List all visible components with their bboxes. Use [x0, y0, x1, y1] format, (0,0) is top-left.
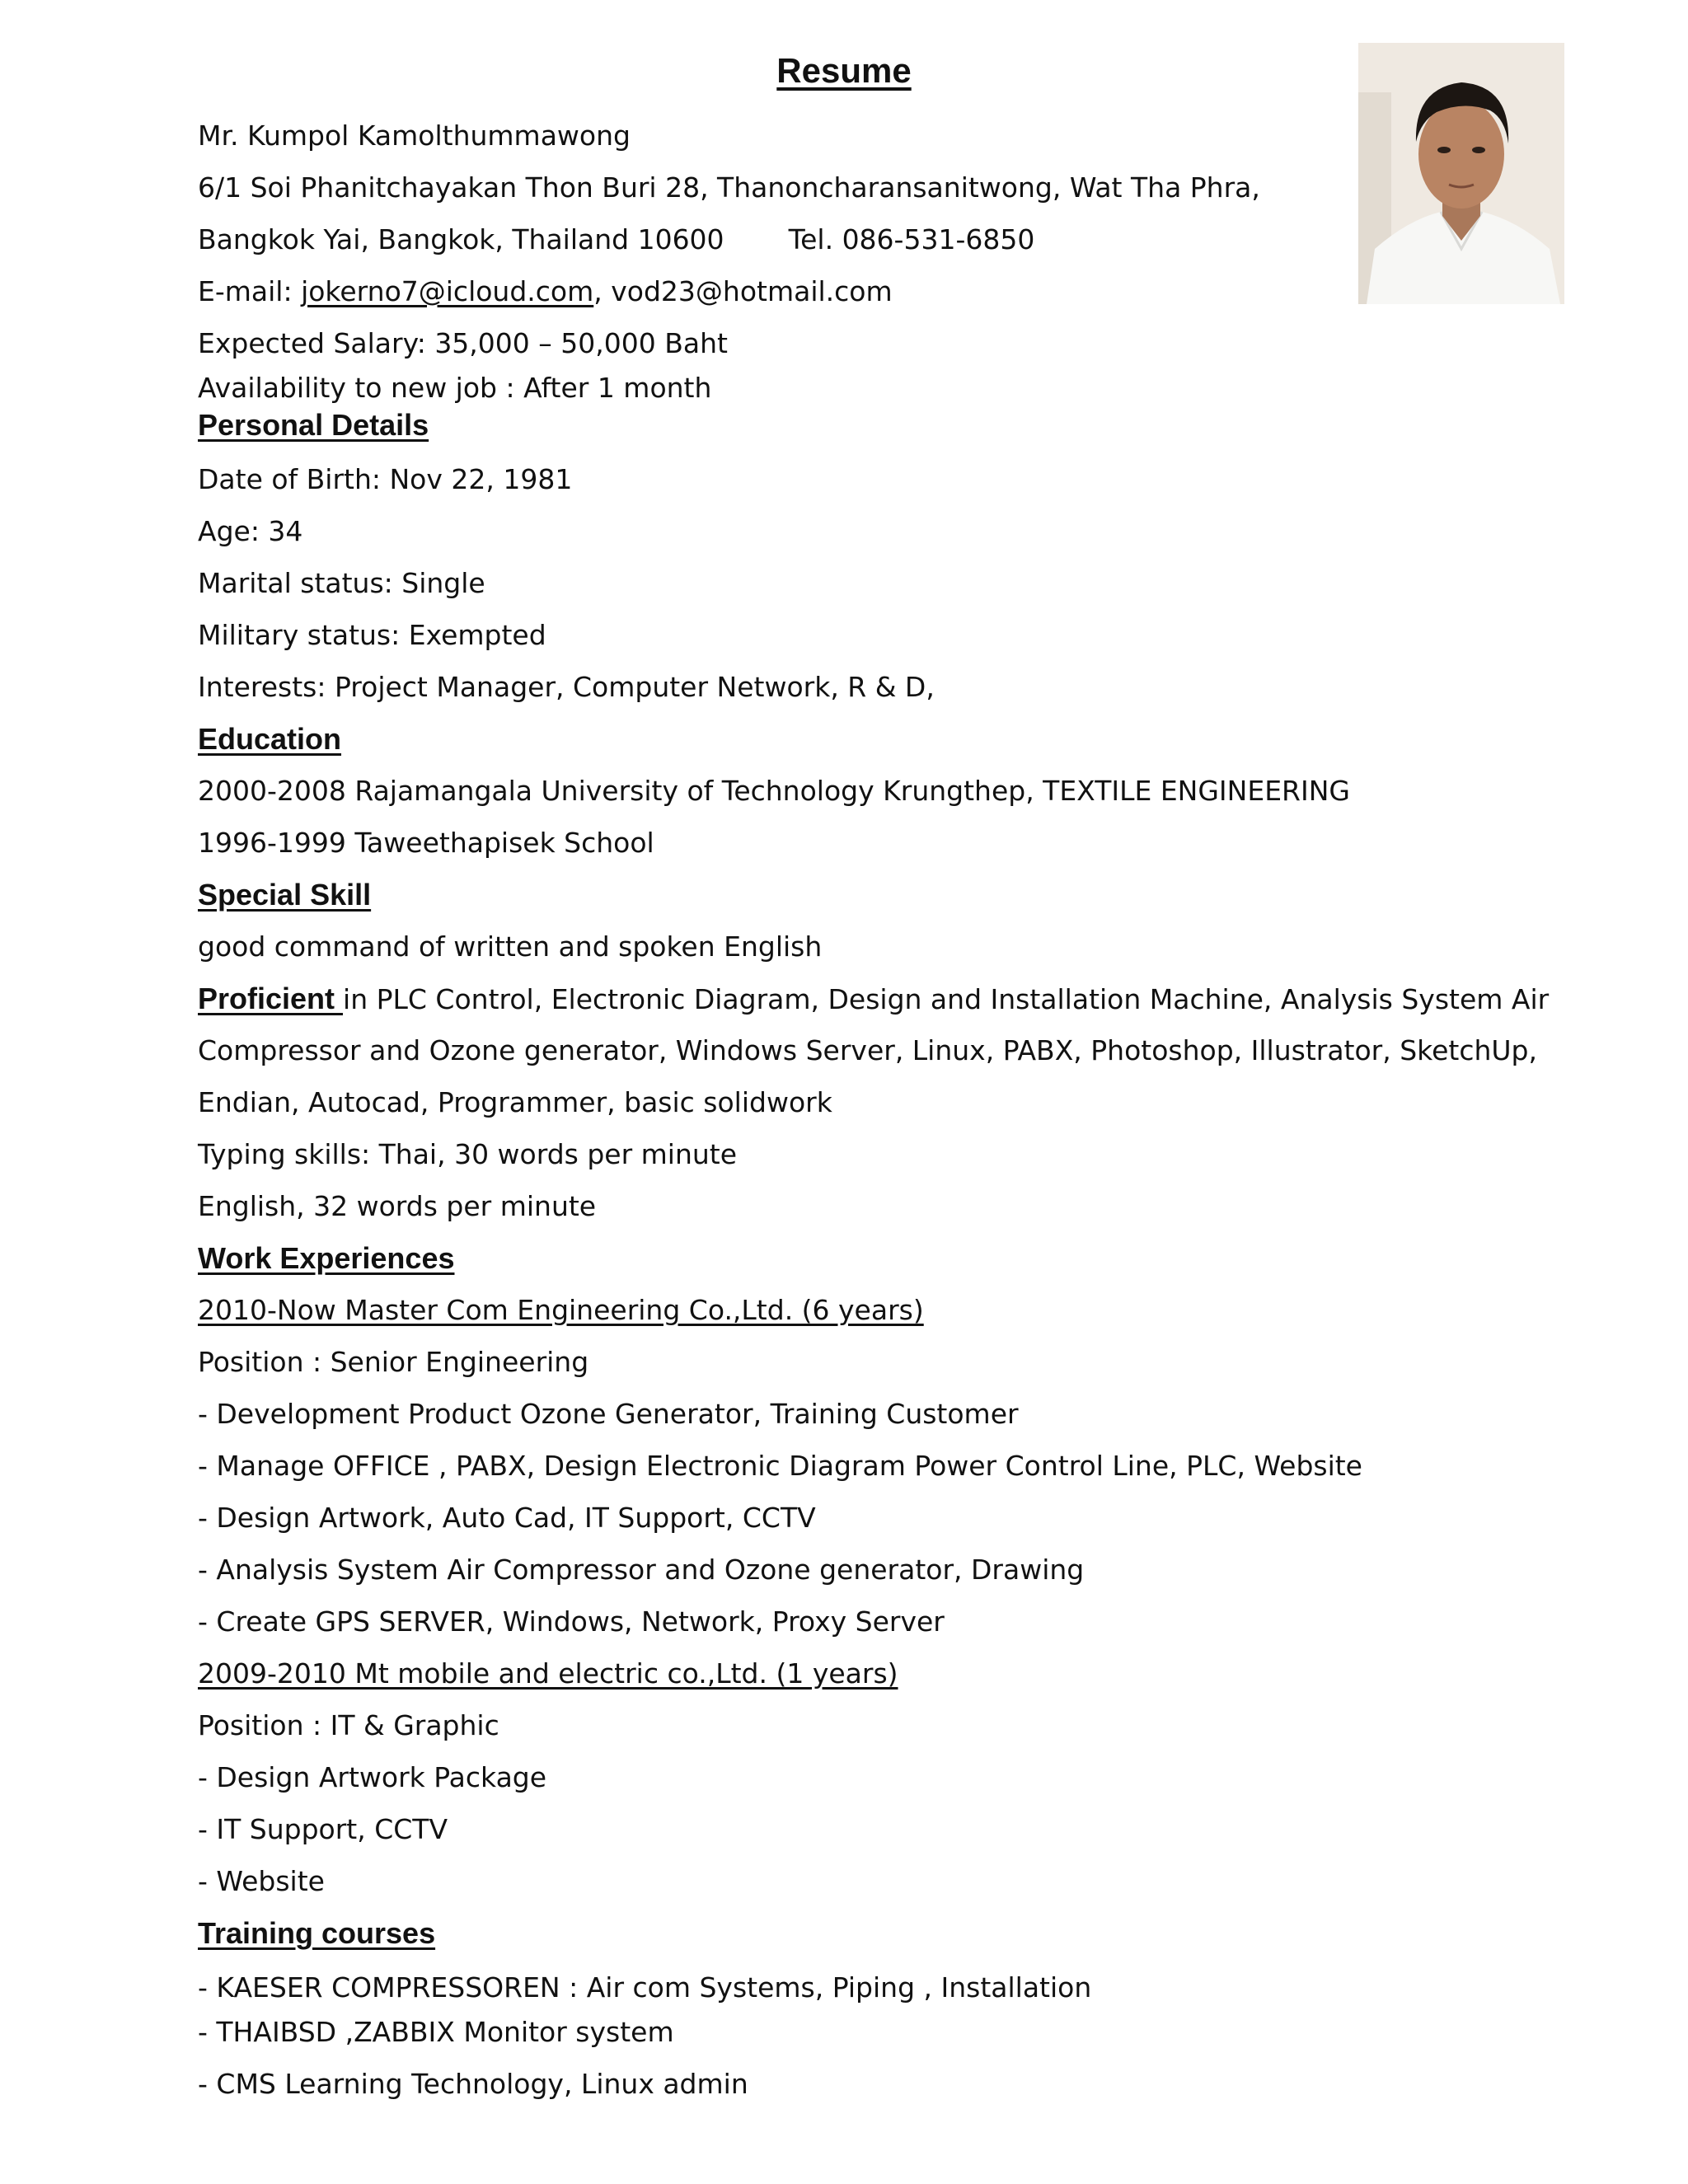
personal-item: Marital status: Single	[198, 567, 485, 599]
personal-item: Interests: Project Manager, Computer Network, R & D,	[198, 671, 935, 703]
email-label: E-mail:	[198, 275, 302, 307]
training-item: - CMS Learning Technology, Linux admin	[198, 2068, 748, 2100]
skill-typing-english: English, 32 words per minute	[198, 1190, 597, 1222]
address-line-2	[198, 213, 1533, 265]
skill-proficient-line-1	[198, 972, 1550, 1024]
personal-item: Military status: Exempted	[198, 619, 546, 651]
skill-english: good command of written and spoken English	[198, 930, 823, 963]
section-heading-skills: Special Skill	[198, 878, 372, 912]
expected-salary: Expected Salary: 35,000 – 50,000 Baht	[198, 327, 728, 359]
candidate-name: Mr. Kumpol Kamolthummawong	[198, 120, 631, 152]
job-duty: - Website	[198, 1865, 325, 1897]
skill-proficient-line-3: Endian, Autocad, Programmer, basic solidwork	[198, 1086, 832, 1118]
availability: Availability to new job : After 1 month	[198, 372, 712, 404]
job-duty: - Development Product Ozone Generator, Training Customer	[198, 1398, 1019, 1430]
proficient-text: in PLC Control, Electronic Diagram, Design and Installation Machine, Analysis System Air	[343, 983, 1550, 1015]
email-link[interactable]: jokerno7@icloud.com	[301, 275, 594, 307]
job-title: 2009-2010 Mt mobile and electric co.,Ltd. (1 years)	[198, 1657, 898, 1690]
section-heading-personal: Personal Details	[198, 408, 429, 442]
email-line	[198, 265, 1533, 317]
skill-proficient-line-2: Compressor and Ozone generator, Windows Server, Linux, PABX, Photoshop, Illustrator, SketchUp,	[198, 1034, 1537, 1066]
section-heading-work: Work Experiences	[198, 1241, 455, 1275]
resume-content	[198, 110, 1550, 2110]
personal-item: Age: 34	[198, 515, 303, 547]
address-line-1: 6/1 Soi Phanitchayakan Thon Buri 28, Thanoncharansanitwong, Wat Tha Phra,	[198, 171, 1260, 204]
section-heading-education: Education	[198, 722, 342, 756]
training-item: - KAESER COMPRESSOREN : Air com Systems, Piping , Installation	[198, 1971, 1092, 2004]
personal-item: Date of Birth: Nov 22, 1981	[198, 463, 573, 495]
job-duty: - IT Support, CCTV	[198, 1813, 448, 1845]
education-item: 1996-1999 Taweethapisek School	[198, 827, 654, 859]
email-secondary: , vod23@hotmail.com	[593, 275, 893, 307]
skill-typing-thai: Typing skills: Thai, 30 words per minute	[198, 1138, 738, 1170]
job-title: 2010-Now Master Com Engineering Co.,Ltd. (6 years)	[198, 1294, 924, 1326]
job-duty: - Analysis System Air Compressor and Ozone generator, Drawing	[198, 1554, 1085, 1586]
job-duty: - Design Artwork Package	[198, 1761, 547, 1793]
telephone: Tel. 086-531-6850	[788, 223, 1035, 255]
page-title: Resume	[776, 51, 912, 90]
proficient-label: Proficient	[198, 982, 344, 1015]
job-position: Position : IT & Graphic	[198, 1709, 499, 1741]
address-city: Bangkok Yai, Bangkok, Thailand 10600	[198, 223, 724, 255]
education-item: 2000-2008 Rajamangala University of Technology Krungthep, TEXTILE ENGINEERING	[198, 775, 1350, 807]
job-duty: - Design Artwork, Auto Cad, IT Support, CCTV	[198, 1502, 816, 1534]
training-item: - THAIBSD ,ZABBIX Monitor system	[198, 2016, 674, 2048]
job-duty: - Manage OFFICE , PABX, Design Electronic Diagram Power Control Line, PLC, Website	[198, 1450, 1362, 1482]
section-heading-training: Training courses	[198, 1916, 436, 1950]
job-duty: - Create GPS SERVER, Windows, Network, Proxy Server	[198, 1605, 945, 1638]
job-position: Position : Senior Engineering	[198, 1346, 589, 1378]
